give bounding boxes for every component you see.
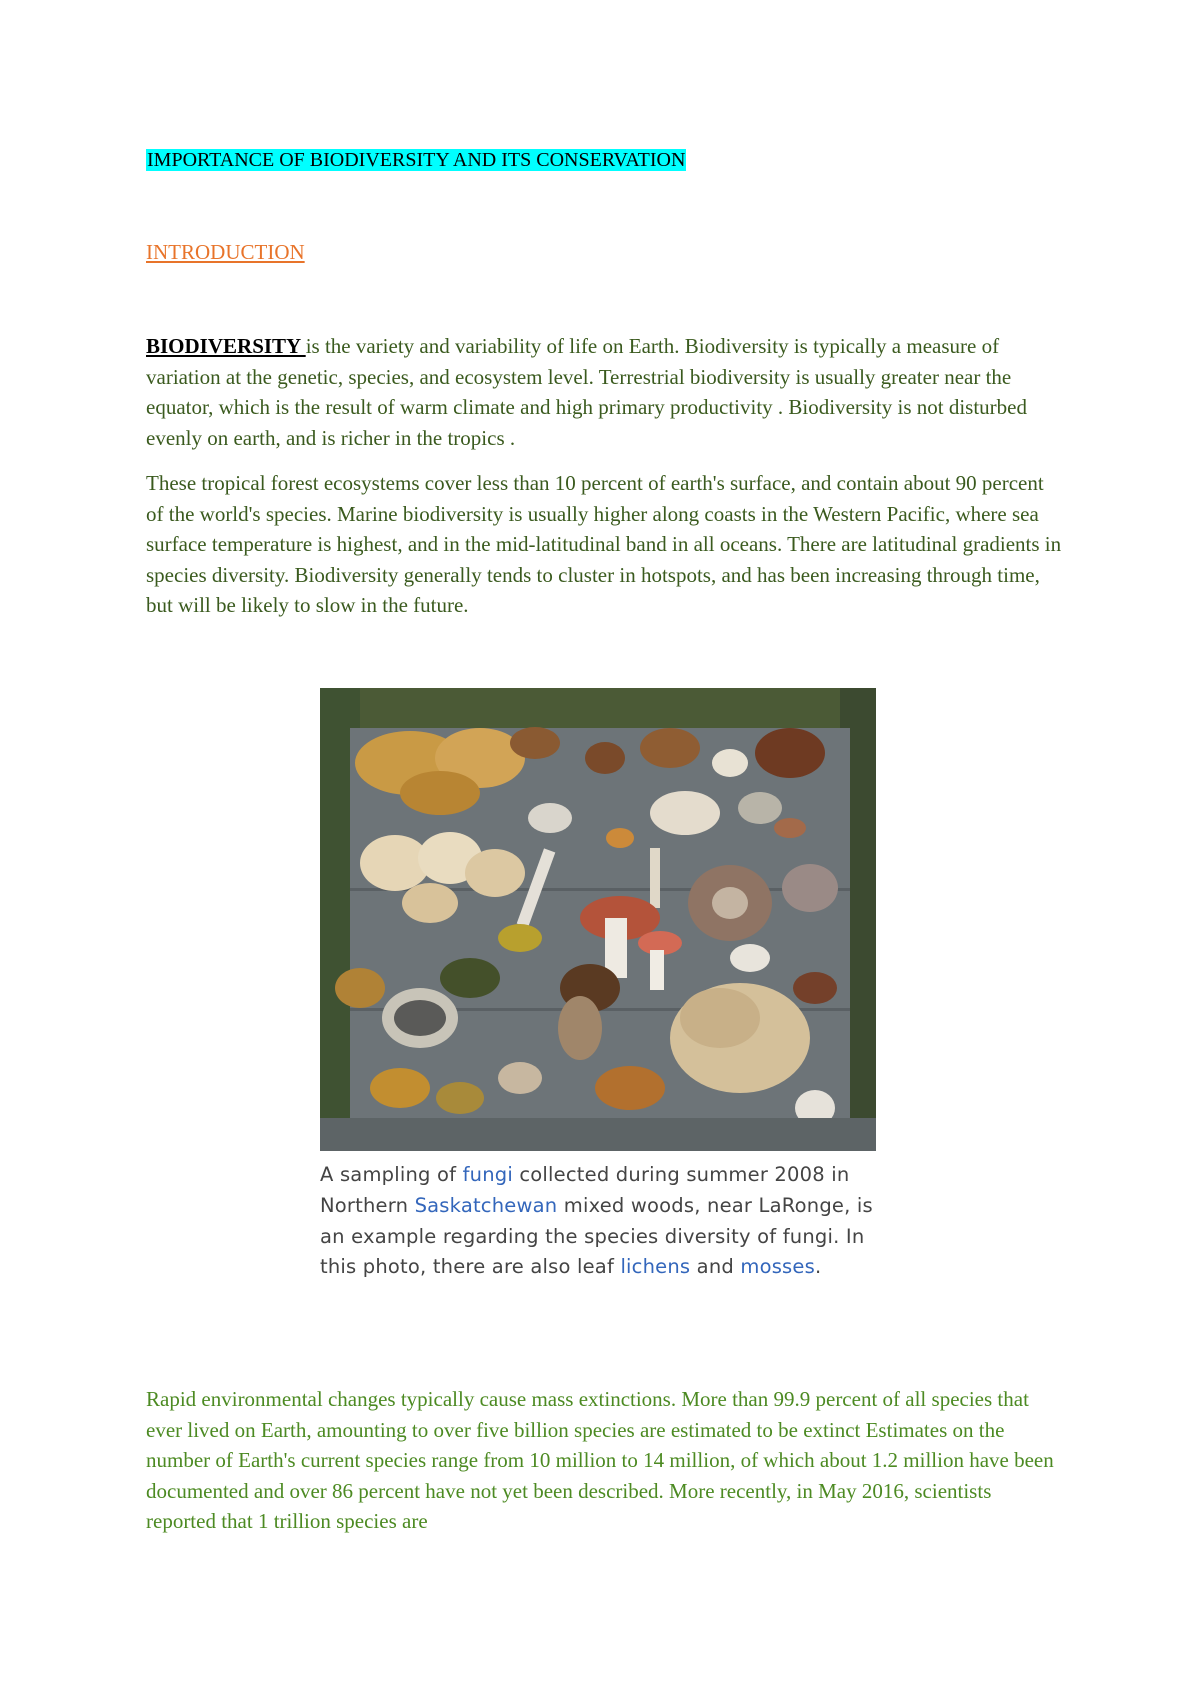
paragraph-1-text: is the variety and variability of life on Earth. Biodiversity is typically a measure of variation at the genetic, species, and ecosystem level. Terrestrial biodiversity is usually greater near the equator, which is the result of warm climate and high primary productivity . Biodiversity is not disturbed evenly on earth, and is richer in the tropics .	[146, 334, 1027, 450]
caption-text-2: collected during summer 2008 in Northern	[320, 1163, 850, 1217]
caption-text-5: .	[814, 1255, 822, 1279]
caption-link-saskatchewan[interactable]: Saskatchewan	[414, 1193, 558, 1217]
caption-link-fungi[interactable]: fungi	[462, 1163, 513, 1186]
caption-text-3: mixed woods, near LaRonge, is an example regarding the species diversity of fungi. In this photo, there are also leaf	[320, 1193, 873, 1279]
caption-link-mosses[interactable]: mosses	[740, 1255, 815, 1279]
fungi-photo	[320, 688, 876, 1151]
paragraph-biodiversity-definition	[146, 331, 1066, 453]
figure-caption	[320, 1160, 880, 1283]
term-biodiversity: BIODIVERSITY	[146, 334, 306, 358]
paragraph-extinctions: Rapid environmental changes typically cause mass extinctions. More than 99.9 percent of all species that ever lived on Earth, amounting to over five billion species are estimated to be extinct Estimates on the number of Earth's current species range from 10 million to 14 million, of which about 1.2 million have been documented and over 86 percent have not yet been described. More recently, in May 2016, scientists reported that 1 trillion species are	[146, 1387, 1054, 1533]
caption-text-4: and	[690, 1255, 741, 1279]
document-title: IMPORTANCE OF BIODIVERSITY AND ITS CONSERVATION	[147, 149, 686, 171]
paragraph-tropical-ecosystems: These tropical forest ecosystems cover less than 10 percent of earth's surface, and contain about 90 percent of the world's species. Marine biodiversity is usually higher along coasts in the Western Pacific, where sea surface temperature is highest, and in the mid-latitudinal band in all oceans. There are latitudinal gradients in species diversity. Biodiversity generally tends to cluster in hotspots, and has been increasing through time, but will be likely to slow in the future.	[146, 471, 1062, 617]
caption-link-lichens[interactable]: lichens	[620, 1255, 691, 1279]
section-heading-introduction: INTRODUCTION	[146, 240, 305, 264]
caption-text-1: A sampling of	[320, 1163, 463, 1186]
